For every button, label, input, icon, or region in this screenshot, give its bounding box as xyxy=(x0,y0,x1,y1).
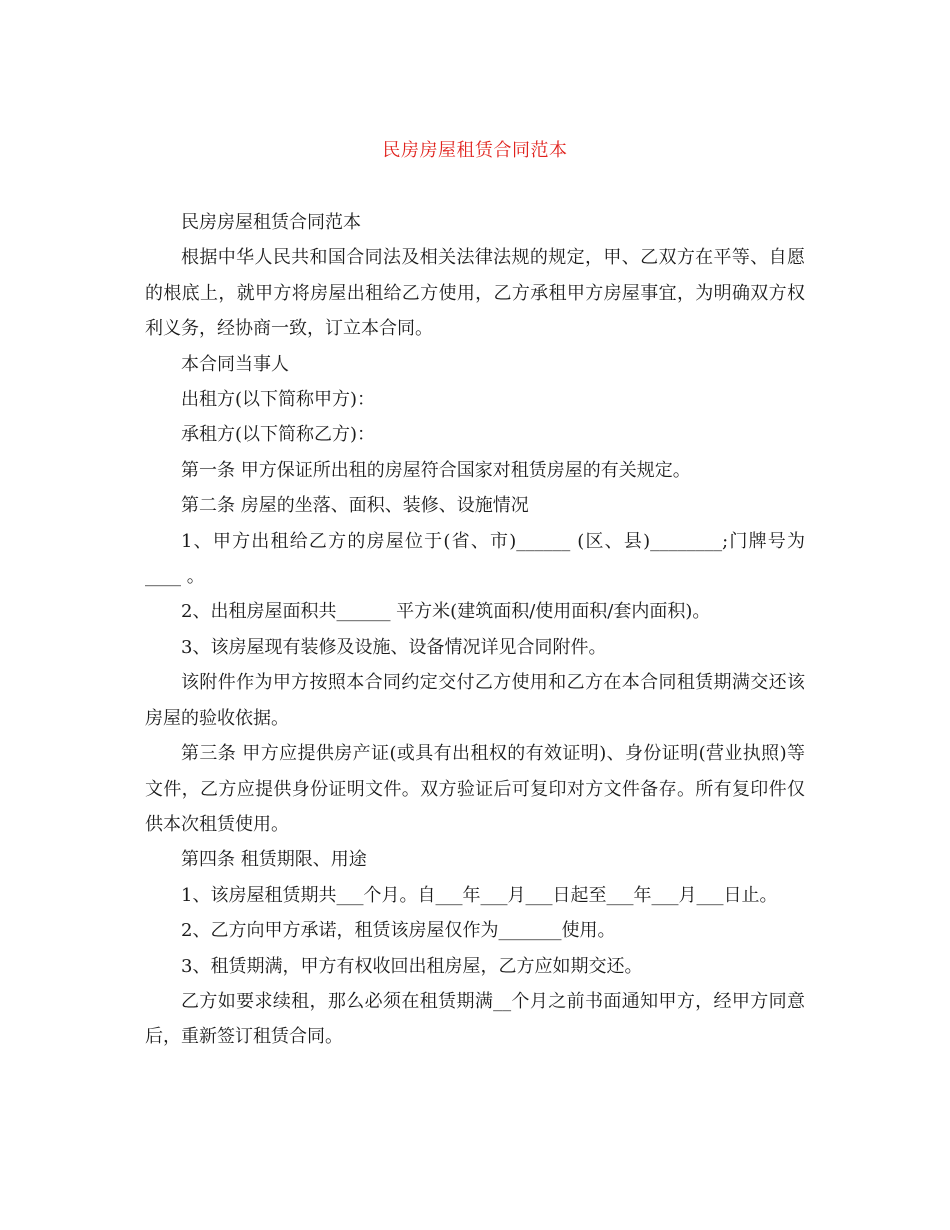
paragraph-lessee: 承租方(以下简称乙方)： xyxy=(181,424,376,446)
paragraph-parties-heading: 本合同当事人 xyxy=(181,353,289,375)
paragraph-preamble: 根据中华人民共和国合同法及相关法律法规的规定，甲、乙双方在平等、自愿的根底上，就甲方将房屋出租给乙方使用，乙方承租甲方房屋事宜，为明确双方权利义务，经协商一致，订立本合同。 xyxy=(145,247,805,340)
paragraph-heading: 民房房屋租赁合同范本 xyxy=(181,212,361,233)
paragraph-renewal: 乙方如要求续租，那么必须在租赁期满__个月之前书面通知甲方，经甲方同意后，重新签订租赁合同。 xyxy=(145,990,805,1048)
paragraph-article-4: 第四条 租赁期限、用途 xyxy=(181,849,367,871)
paragraph-article-2-item-2: 2、出租房屋面积共______ 平方米(建筑面积/使用面积/套内面积)。 xyxy=(181,601,711,623)
paragraph-article-2-item-3: 3、该房屋现有装修及设施、设备情况详见合同附件。 xyxy=(181,636,607,658)
paragraph-article-3: 第三条 甲方应提供房产证(或具有出租权的有效证明)、身份证明(营业执照)等文件，乙方应提供身份证明文件。双方验证后可复印对方文件备存。所有复印件仅供本次租赁使用。 xyxy=(145,743,805,835)
paragraph-article-2: 第二条 房屋的坐落、面积、装修、设施情况 xyxy=(181,495,529,517)
paragraph-article-4-item-3: 3、租赁期满，甲方有权收回出租房屋，乙方应如期交还。 xyxy=(181,955,643,977)
paragraph-article-1: 第一条 甲方保证所出租的房屋符合国家对租赁房屋的有关规定。 xyxy=(181,459,691,481)
paragraph-article-4-item-1: 1、该房屋租赁期共___个月。自___年___月___日起至___年___月___日止。 xyxy=(181,884,778,906)
paragraph-attachment-note: 该附件作为甲方按照本合同约定交付乙方使用和乙方在本合同租赁期满交还该房屋的验收依据。 xyxy=(145,672,805,729)
paragraph-article-2-item-1: 1、甲方出租给乙方的房屋位于(省、市)______ (区、县)________;门牌号为____ 。 xyxy=(145,530,805,588)
paragraph-article-4-item-2: 2、乙方向甲方承诺，租赁该房屋仅作为_______使用。 xyxy=(181,920,616,942)
document-body xyxy=(145,205,805,1055)
document-title: 民房房屋租赁合同范本 xyxy=(382,140,568,161)
paragraph-lessor: 出租方(以下简称甲方)： xyxy=(181,389,376,411)
